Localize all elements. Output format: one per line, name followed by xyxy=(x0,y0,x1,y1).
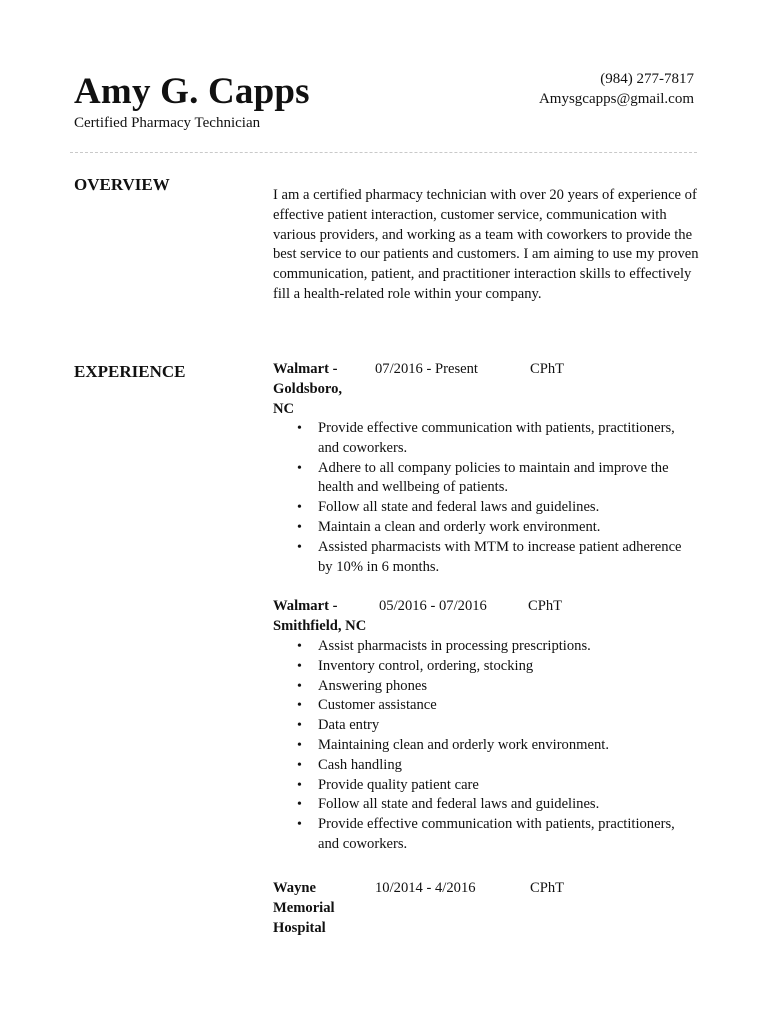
job-role: CPhT xyxy=(530,880,565,896)
job-entry xyxy=(273,879,703,936)
duty-item: • Data entry xyxy=(273,716,698,736)
email-address: Amysgcapps@gmail.com xyxy=(538,91,694,107)
job-role: CPhT xyxy=(528,598,563,614)
header-divider xyxy=(70,152,697,153)
job-duties xyxy=(273,419,698,577)
job-employer xyxy=(273,360,342,419)
job-role: CPhT xyxy=(530,361,565,377)
experience-heading: EXPERIENCE xyxy=(74,362,186,381)
employer-line: Memorial xyxy=(273,899,335,916)
duty-item: • Provide effective communication with patients, practitioners, and coworkers. xyxy=(273,419,698,459)
job-header xyxy=(273,597,703,634)
contact-info xyxy=(539,69,694,109)
job-employer xyxy=(273,597,366,637)
employer-line: Walmart - xyxy=(273,598,338,614)
job-dates: 07/2016 - Present xyxy=(375,361,478,377)
employer-line: Wayne xyxy=(273,880,316,896)
overview-heading: OVERVIEW xyxy=(74,175,170,194)
duty-item: • Cash handling xyxy=(273,756,698,776)
duty-item: • Follow all state and federal laws and guidelines. xyxy=(273,795,698,815)
duty-item: • Assisted pharmacists with MTM to increase patient adherence by 10% in 6 months. xyxy=(273,538,698,578)
overview-text: I am a certified pharmacy technician with over 20 years of experience of effective patient interaction, customer service, communication with various providers, and working as a team with coworkers to provide the best service to our patients and customers. I am aiming to use my proven communication, patient, and practitioner interaction skills to effectively fill a health-related role within your company. xyxy=(273,187,699,302)
duty-item: • Customer assistance xyxy=(273,696,698,716)
duty-item: • Answering phones xyxy=(273,677,698,697)
duty-item: • Adhere to all company policies to maintain and improve the health and wellbeing of patients. xyxy=(273,459,698,499)
job-header xyxy=(273,360,703,417)
duty-item: • Follow all state and federal laws and guidelines. xyxy=(273,498,698,518)
job-entry xyxy=(273,597,703,855)
candidate-title: Certified Pharmacy Technician xyxy=(74,115,261,131)
phone-number: (984) 277-7817 xyxy=(600,71,694,87)
candidate-name: Amy G. Capps xyxy=(74,71,310,112)
employer-line: Goldsboro, xyxy=(273,380,343,397)
job-dates: 05/2016 - 07/2016 xyxy=(379,598,487,614)
employer-line: Walmart - xyxy=(273,361,338,377)
job-header xyxy=(273,879,703,936)
employer-line: NC xyxy=(273,400,295,417)
employer-line: Smithfield, NC xyxy=(273,617,367,634)
duty-item: • Provide quality patient care xyxy=(273,776,698,796)
duty-item: • Inventory control, ordering, stocking xyxy=(273,657,698,677)
duty-item: • Assist pharmacists in processing prescriptions. xyxy=(273,637,698,657)
duty-item: • Maintaining clean and orderly work environment. xyxy=(273,736,698,756)
job-duties xyxy=(273,637,698,855)
job-entry xyxy=(273,360,703,577)
duty-item: • Provide effective communication with patients, practitioners, and coworkers. xyxy=(273,815,698,855)
employer-line: Hospital xyxy=(273,919,326,936)
job-dates: 10/2014 - 4/2016 xyxy=(375,880,476,896)
job-employer xyxy=(273,879,335,938)
duty-item: • Maintain a clean and orderly work environment. xyxy=(273,518,698,538)
